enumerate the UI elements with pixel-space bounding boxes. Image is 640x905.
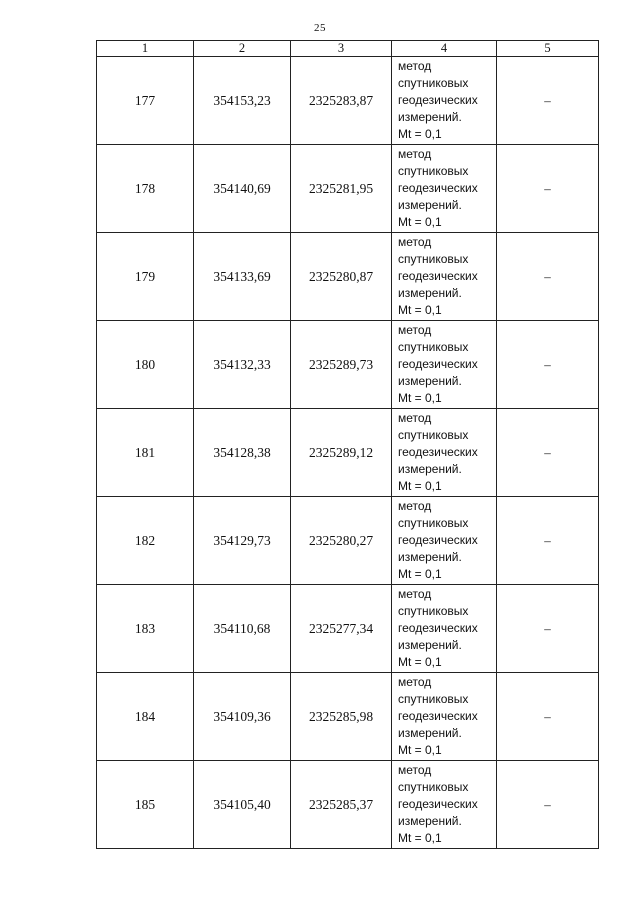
method-line: Mt = 0,1	[398, 831, 442, 845]
y-coordinate-cell: 2325283,87	[291, 57, 392, 145]
y-coordinate-cell: 2325285,98	[291, 673, 392, 761]
method-line: метод	[398, 411, 432, 425]
method-cell	[392, 761, 497, 849]
method-line: метод	[398, 763, 432, 777]
method-line: Mt = 0,1	[398, 743, 442, 757]
header-col-3: 3	[291, 41, 392, 57]
page-number: 25	[314, 22, 326, 34]
table-row	[97, 321, 599, 409]
method-line: Mt = 0,1	[398, 127, 442, 141]
method-line: измерений.	[398, 198, 462, 212]
method-cell	[392, 321, 497, 409]
method-line: геодезических	[398, 533, 478, 547]
point-number-cell: 182	[97, 497, 194, 585]
point-number-cell: 180	[97, 321, 194, 409]
method-line: измерений.	[398, 286, 462, 300]
method-cell	[392, 145, 497, 233]
method-line: спутниковых	[398, 252, 469, 266]
method-line: спутниковых	[398, 516, 469, 530]
table-row	[97, 497, 599, 585]
table-row	[97, 57, 599, 145]
method-line: Mt = 0,1	[398, 655, 442, 669]
x-coordinate-cell: 354140,69	[194, 145, 291, 233]
point-number-cell: 178	[97, 145, 194, 233]
header-col-4: 4	[392, 41, 497, 57]
method-line: Mt = 0,1	[398, 479, 442, 493]
table-row	[97, 585, 599, 673]
method-line: измерений.	[398, 462, 462, 476]
method-line: геодезических	[398, 621, 478, 635]
point-number-cell: 185	[97, 761, 194, 849]
point-number-cell: 184	[97, 673, 194, 761]
point-number-cell: 179	[97, 233, 194, 321]
method-line: метод	[398, 59, 432, 73]
note-cell: –	[497, 321, 599, 409]
method-line: геодезических	[398, 93, 478, 107]
method-cell	[392, 673, 497, 761]
x-coordinate-cell: 354132,33	[194, 321, 291, 409]
note-cell: –	[497, 761, 599, 849]
method-line: измерений.	[398, 110, 462, 124]
header-col-1: 1	[97, 41, 194, 57]
x-coordinate-cell: 354129,73	[194, 497, 291, 585]
method-line: геодезических	[398, 445, 478, 459]
method-line: спутниковых	[398, 428, 469, 442]
note-cell: –	[497, 57, 599, 145]
method-line: метод	[398, 147, 432, 161]
method-line: измерений.	[398, 638, 462, 652]
note-cell: –	[497, 497, 599, 585]
method-line: спутниковых	[398, 164, 469, 178]
x-coordinate-cell: 354133,69	[194, 233, 291, 321]
table-row	[97, 761, 599, 849]
method-line: спутниковых	[398, 604, 469, 618]
method-line: измерений.	[398, 726, 462, 740]
method-line: Mt = 0,1	[398, 391, 442, 405]
method-line: метод	[398, 675, 432, 689]
method-line: метод	[398, 587, 432, 601]
y-coordinate-cell: 2325281,95	[291, 145, 392, 233]
x-coordinate-cell: 354128,38	[194, 409, 291, 497]
y-coordinate-cell: 2325280,87	[291, 233, 392, 321]
method-cell	[392, 57, 497, 145]
method-cell	[392, 497, 497, 585]
y-coordinate-cell: 2325280,27	[291, 497, 392, 585]
coordinates-table	[96, 40, 599, 849]
note-cell: –	[497, 585, 599, 673]
method-line: метод	[398, 235, 432, 249]
x-coordinate-cell: 354153,23	[194, 57, 291, 145]
method-line: геодезических	[398, 709, 478, 723]
method-line: Mt = 0,1	[398, 567, 442, 581]
note-cell: –	[497, 409, 599, 497]
x-coordinate-cell: 354105,40	[194, 761, 291, 849]
table-row	[97, 673, 599, 761]
method-cell	[392, 233, 497, 321]
point-number-cell: 181	[97, 409, 194, 497]
table-row	[97, 233, 599, 321]
note-cell: –	[497, 233, 599, 321]
method-line: Mt = 0,1	[398, 215, 442, 229]
method-line: геодезических	[398, 797, 478, 811]
method-line: спутниковых	[398, 340, 469, 354]
method-cell	[392, 409, 497, 497]
x-coordinate-cell: 354110,68	[194, 585, 291, 673]
header-col-5: 5	[497, 41, 599, 57]
table-row	[97, 145, 599, 233]
method-line: метод	[398, 323, 432, 337]
table-row	[97, 409, 599, 497]
method-cell	[392, 585, 497, 673]
method-line: геодезических	[398, 181, 478, 195]
method-line: спутниковых	[398, 76, 469, 90]
method-line: измерений.	[398, 550, 462, 564]
method-line: геодезических	[398, 269, 478, 283]
method-line: спутниковых	[398, 780, 469, 794]
table-body	[97, 57, 599, 849]
note-cell: –	[497, 145, 599, 233]
y-coordinate-cell: 2325289,12	[291, 409, 392, 497]
header-col-2: 2	[194, 41, 291, 57]
x-coordinate-cell: 354109,36	[194, 673, 291, 761]
note-cell: –	[497, 673, 599, 761]
method-line: метод	[398, 499, 432, 513]
y-coordinate-cell: 2325289,73	[291, 321, 392, 409]
method-line: измерений.	[398, 374, 462, 388]
method-line: измерений.	[398, 814, 462, 828]
method-line: спутниковых	[398, 692, 469, 706]
method-line: геодезических	[398, 357, 478, 371]
point-number-cell: 177	[97, 57, 194, 145]
table-header	[97, 41, 599, 57]
point-number-cell: 183	[97, 585, 194, 673]
header-row	[97, 41, 599, 57]
method-line: Mt = 0,1	[398, 303, 442, 317]
y-coordinate-cell: 2325285,37	[291, 761, 392, 849]
y-coordinate-cell: 2325277,34	[291, 585, 392, 673]
